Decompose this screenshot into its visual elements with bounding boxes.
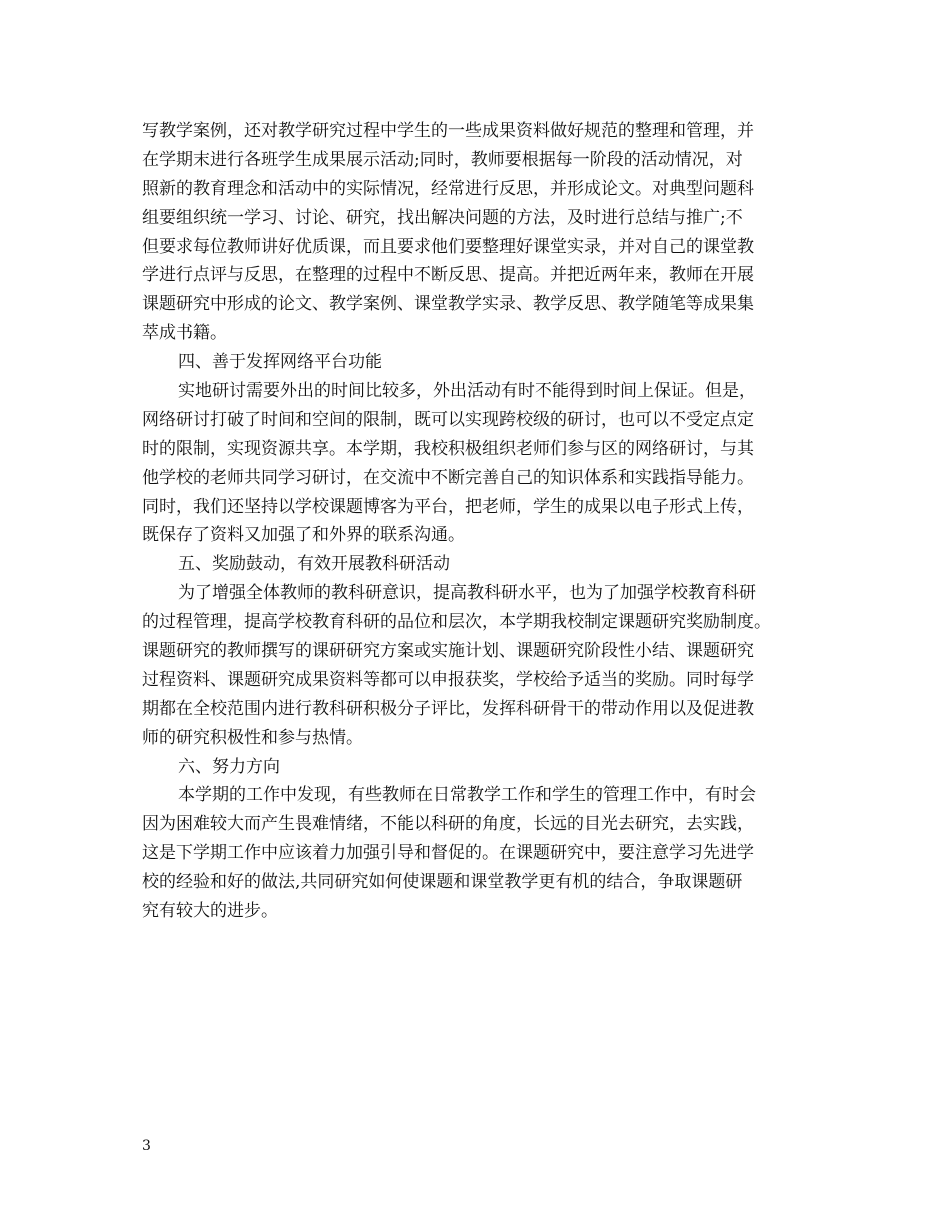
text-line: 过程资料、课题研究成果资料等都可以申报获奖，学校给予适当的奖励。同时每学 bbox=[142, 669, 754, 690]
text-line: 师的研究积极性和参与热情。 bbox=[142, 727, 363, 748]
text-line: 时的限制，实现资源共享。本学期，我校积极组织老师们参与区的网络研讨，与其 bbox=[142, 438, 754, 459]
text-line: 课题研究中形成的论文、教学案例、课堂教学实录、教学反思、教学随笔等成果集 bbox=[142, 294, 754, 315]
text-line: 在学期末进行各班学生成果展示活动;同时，教师要根据每一阶段的活动情况，对 bbox=[142, 149, 743, 170]
text-line: 为了增强全体教师的教科研意识，提高教科研水平，也为了加强学校教育科研 bbox=[178, 583, 756, 604]
text-line: 的过程管理，提高学校教育科研的品位和层次，本学期我校制定课题研究奖励制度。 bbox=[142, 612, 771, 633]
text-line: 萃成书籍。 bbox=[142, 323, 227, 344]
text-line: 四、善于发挥网络平台功能 bbox=[178, 352, 382, 373]
text-line: 实地研讨需要外出的时间比较多，外出活动有时不能得到时间上保证。但是， bbox=[178, 381, 756, 402]
text-line: 六、努力方向 bbox=[178, 756, 280, 777]
text-line: 课题研究的教师撰写的课研研究方案或实施计划、课题研究阶段性小结、课题研究 bbox=[142, 641, 754, 662]
text-line: 期都在全校范围内进行教科研积极分子评比，发挥科研骨干的带动作用以及促进教 bbox=[142, 698, 754, 719]
text-line: 因为困难较大而产生畏难情绪，不能以科研的角度，长远的目光去研究，去实践， bbox=[142, 814, 754, 835]
page-number: 3 bbox=[142, 1138, 151, 1154]
text-line: 组要组织统一学习、讨论、研究，找出解决问题的方法，及时进行总结与推广;不 bbox=[142, 207, 743, 228]
text-line: 同时，我们还坚持以学校课题博客为平台，把老师，学生的成果以电子形式上传， bbox=[142, 496, 754, 517]
text-line: 校的经验和好的做法,共同研究如何使课题和课堂教学更有机的结合，争取课题研 bbox=[142, 872, 743, 893]
text-line: 既保存了资料又加强了和外界的联系沟通。 bbox=[142, 525, 465, 546]
text-line: 他学校的老师共同学习研讨，在交流中不断完善自己的知识体系和实践指导能力。 bbox=[142, 467, 754, 488]
text-line: 这是下学期工作中应该着力加强引导和督促的。在课题研究中，要注意学习先进学 bbox=[142, 843, 754, 864]
body-text bbox=[142, 117, 822, 926]
text-line: 学进行点评与反思，在整理的过程中不断反思、提高。并把近两年来，教师在开展 bbox=[142, 265, 754, 286]
text-line: 但要求每位教师讲好优质课，而且要求他们要整理好课堂实录，并对自己的课堂教 bbox=[142, 236, 754, 257]
text-line: 写教学案例，还对教学研究过程中学生的一些成果资料做好规范的整理和管理，并 bbox=[142, 121, 754, 141]
text-line: 究有较大的进步。 bbox=[142, 901, 278, 922]
text-line: 网络研讨打破了时间和空间的限制，既可以实现跨校级的研讨，也可以不受定点定 bbox=[142, 409, 754, 430]
text-line: 五、奖励鼓动，有效开展教科研活动 bbox=[178, 554, 450, 575]
text-line: 本学期的工作中发现，有些教师在日常教学工作和学生的管理工作中，有时会 bbox=[178, 785, 756, 806]
text-line: 照新的教育理念和活动中的实际情况，经常进行反思，并形成论文。对典型问题科 bbox=[142, 178, 754, 199]
